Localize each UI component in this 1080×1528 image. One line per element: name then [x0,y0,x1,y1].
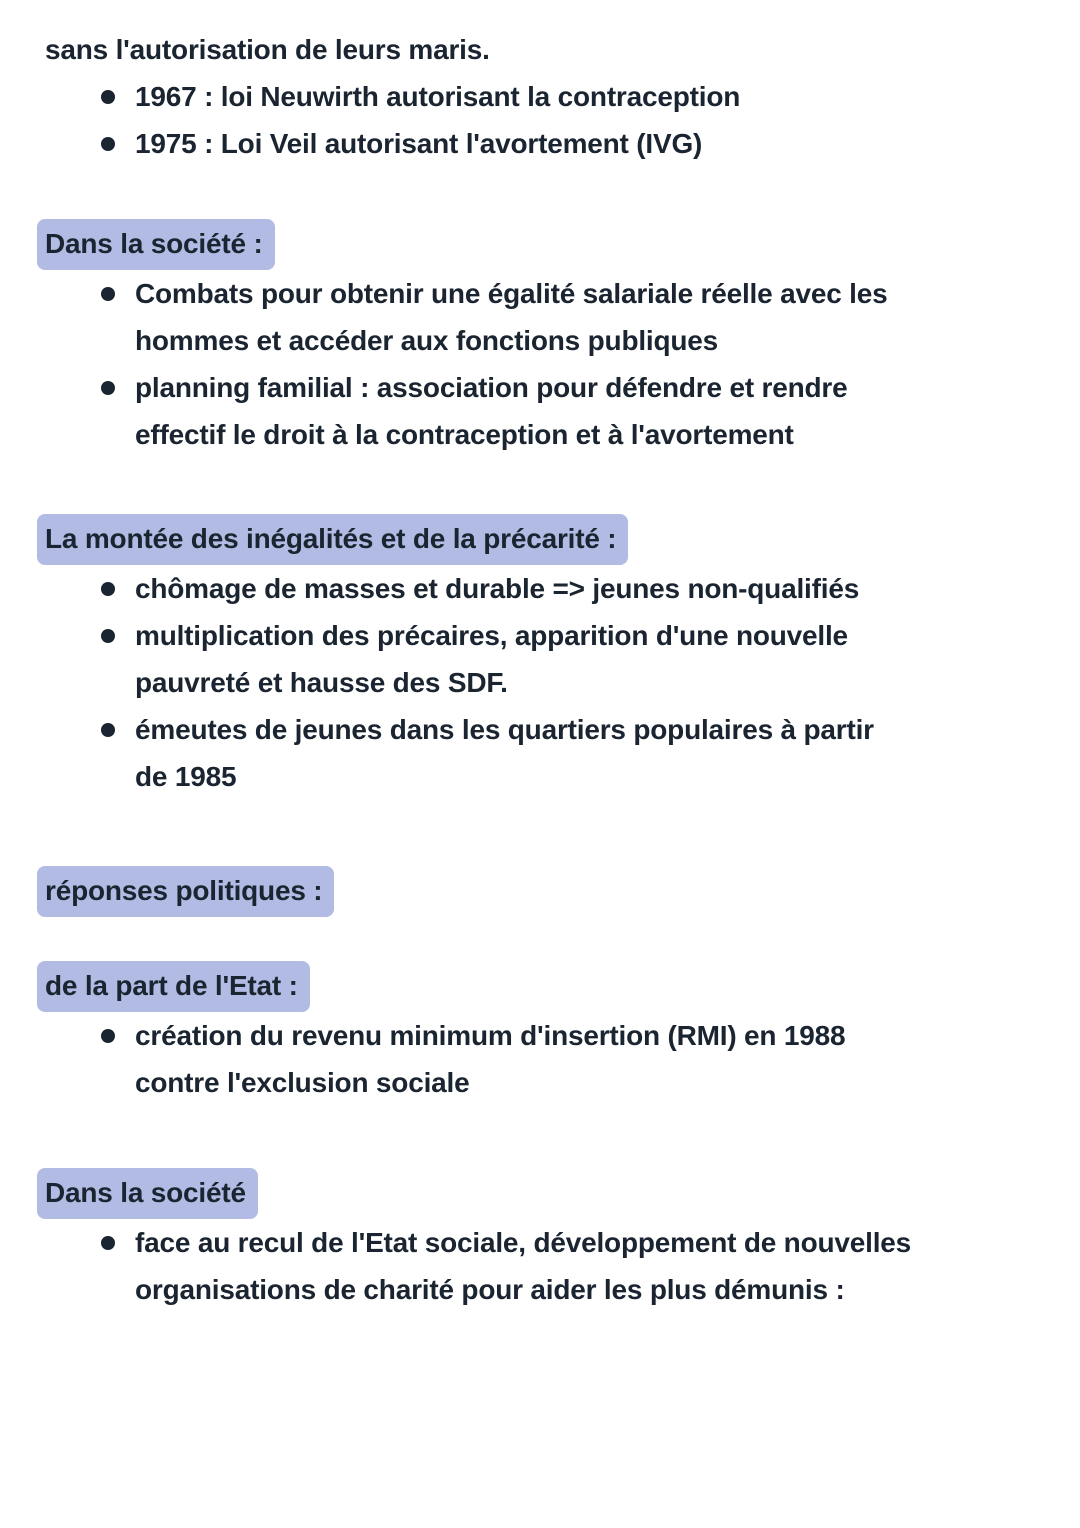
bullet-item [45,1219,1050,1313]
bullet-icon [101,381,115,395]
bullet-line: face au recul de l'Etat sociale, développement de nouvelles [135,1227,912,1258]
bullet-line: de 1985 [135,761,237,792]
bullet-line: chômage de masses et durable => jeunes non-qualifiés [135,573,860,604]
bullet-line: émeutes de jeunes dans les quartiers populaires à partir [135,714,874,745]
bullet-line: contre l'exclusion sociale [135,1067,470,1098]
bullet-item [45,270,1050,364]
bullet-item [45,565,1050,612]
bullet-item [45,612,1050,706]
state-bullet-list [45,1012,1050,1106]
bullet-item [45,73,1050,120]
society-1-bullet-list [45,270,1050,458]
section-heading-inequality: La montée des inégalités et de la précarité : [37,514,628,565]
bullet-line: 1975 : Loi Veil autorisant l'avortement (IVG) [135,128,703,159]
bullet-icon [101,1029,115,1043]
bullet-icon [101,629,115,643]
inequality-bullet-list [45,565,1050,800]
society-2-bullet-list [45,1219,1050,1313]
bullet-icon [101,723,115,737]
bullet-line: Combats pour obtenir une égalité salariale réelle avec les [135,278,888,309]
section-heading-society-1: Dans la société : [37,219,275,270]
section-heading-row [45,219,1050,270]
intro-line: sans l'autorisation de leurs maris. [45,34,490,65]
bullet-line: création du revenu minimum d'insertion (RMI) en 1988 [135,1020,846,1051]
bullet-line: hommes et accéder aux fonctions publiques [135,325,719,356]
bullet-icon [101,90,115,104]
bullet-line: 1967 : loi Neuwirth autorisant la contraception [135,81,741,112]
bullet-icon [101,1236,115,1250]
bullet-line: organisations de charité pour aider les plus démunis : [135,1274,845,1305]
bullet-line: pauvreté et hausse des SDF. [135,667,508,698]
bullet-item [45,364,1050,458]
section-heading-row [45,866,1050,917]
bullet-line: multiplication des précaires, apparition d'une nouvelle [135,620,848,651]
bullet-icon [101,287,115,301]
section-heading-row [45,514,1050,565]
section-heading-row [45,961,1050,1012]
bullet-item [45,120,1050,167]
bullet-line: effectif le droit à la contraception et à l'avortement [135,419,794,450]
bullet-line: planning familial : association pour défendre et rendre [135,372,848,403]
section-heading-responses: réponses politiques : [37,866,334,917]
section-heading-row [45,1168,1050,1219]
bullet-item [45,1012,1050,1106]
bullet-icon [101,137,115,151]
laws-bullet-list [45,73,1050,167]
bullet-icon [101,582,115,596]
section-heading-society-2: Dans la société [37,1168,258,1219]
bullet-item [45,706,1050,800]
section-heading-state: de la part de l'Etat : [37,961,310,1012]
